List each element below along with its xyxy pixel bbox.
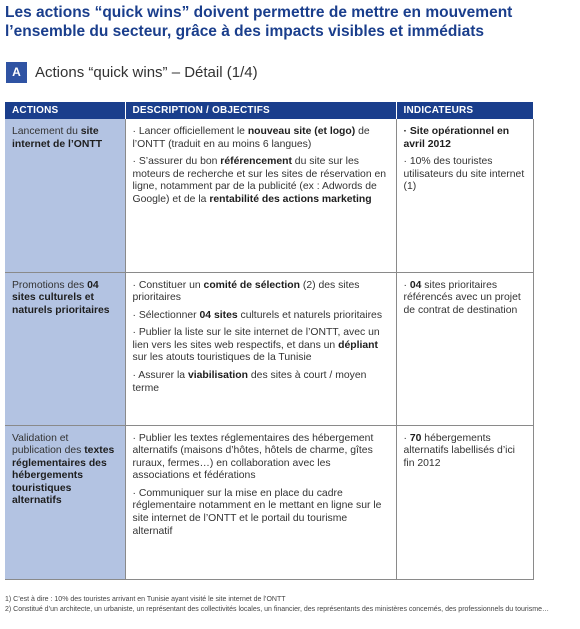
description-bullet: · Publier les textes réglementaires des hébergement alternatifs (maisons d’hôtes, hôtels de charme, gîtes ruraux, fermes…) en collaboration avec les associations et fédérations [132,432,374,482]
section-header [6,61,258,83]
header-actions: ACTIONS [5,102,125,119]
section-badge: A [6,62,27,83]
header-description: DESCRIPTION / OBJECTIFS [125,102,396,119]
header-indicators: INDICATEURS [396,102,533,119]
action-cell [5,425,125,579]
description-cell [125,272,396,425]
indicator-bullet: · 10% des touristes utilisateurs du site internet (1) [403,156,525,193]
indicator-bullet: · 70 hébergements alternatifs labellisés d’ici fin 2012 [403,432,515,469]
footnotes [5,595,577,615]
description-cell [125,425,396,579]
description-bullet: · Assurer la viabilisation des sites à court / moyen terme [132,370,367,394]
page-headline: Les actions “quick wins” doivent permettre de mettre en mouvement l’ensemble du secteur, grâce à des impacts visibles et immédiats [5,4,513,40]
table-row [5,119,533,272]
action-cell [5,272,125,425]
indicator-bullet: · Site opérationnel en avril 2012 [403,126,510,150]
indicator-bullet: · 04 sites prioritaires référencés avec un projet de contrat de destination [403,279,521,316]
quick-wins-table [5,102,534,580]
description-cell [125,119,396,272]
section-title: Actions “quick wins” – Détail (1/4) [35,63,258,81]
description-bullet: · Communiquer sur la mise en place du cadre réglementaire notamment en le mettant en ligne sur le site internet de l’ONTT et le portail du tourisme alternatif [132,487,382,537]
description-bullet: · Publier la liste sur le site internet de l’ONTT, avec un lien vers les sites web respectifs, et dans un dépliant sur les atouts touristiques de la Tunisie [132,327,380,364]
action-cell [5,119,125,272]
description-bullet: · Lancer officiellement le nouveau site (et logo) de l’ONTT (traduit en au moins 6 langues) [132,126,370,150]
footnote-1: 1) C’est à dire : 10% des touristes arrivant en Tunisie ayant visité le site internet de l’ONTT [5,596,286,603]
action-text: Validation et publication des textes réglementaires des hébergements touristiques alternatifs [12,432,115,507]
table-row [5,272,533,425]
footnote-2: 2) Constitué d’un architecte, un urbaniste, un représentant des collectivités locales, un financier, des représentants des ministères concernés, des professionnels du tourisme… [5,606,549,613]
table-header-row [5,102,533,119]
table-row [5,425,533,579]
description-bullet: · S’assurer du bon référencement du site sur les moteurs de recherche et sur les sites de réservation en ligne, notamment par de la publicité (ex : Adwords de Google) et de la rentabilité des actions marketing [132,156,387,205]
indicator-cell [396,272,533,425]
action-text: Lancement du site internet de l’ONTT [12,126,103,150]
action-text: Promotions des 04 sites culturels et naturels prioritaires [12,279,110,316]
description-bullet: · Constituer un comité de sélection (2) des sites prioritaires [132,279,360,304]
indicator-cell [396,119,533,272]
description-bullet: · Sélectionner 04 sites culturels et naturels prioritaires [132,309,383,321]
indicator-cell [396,425,533,579]
